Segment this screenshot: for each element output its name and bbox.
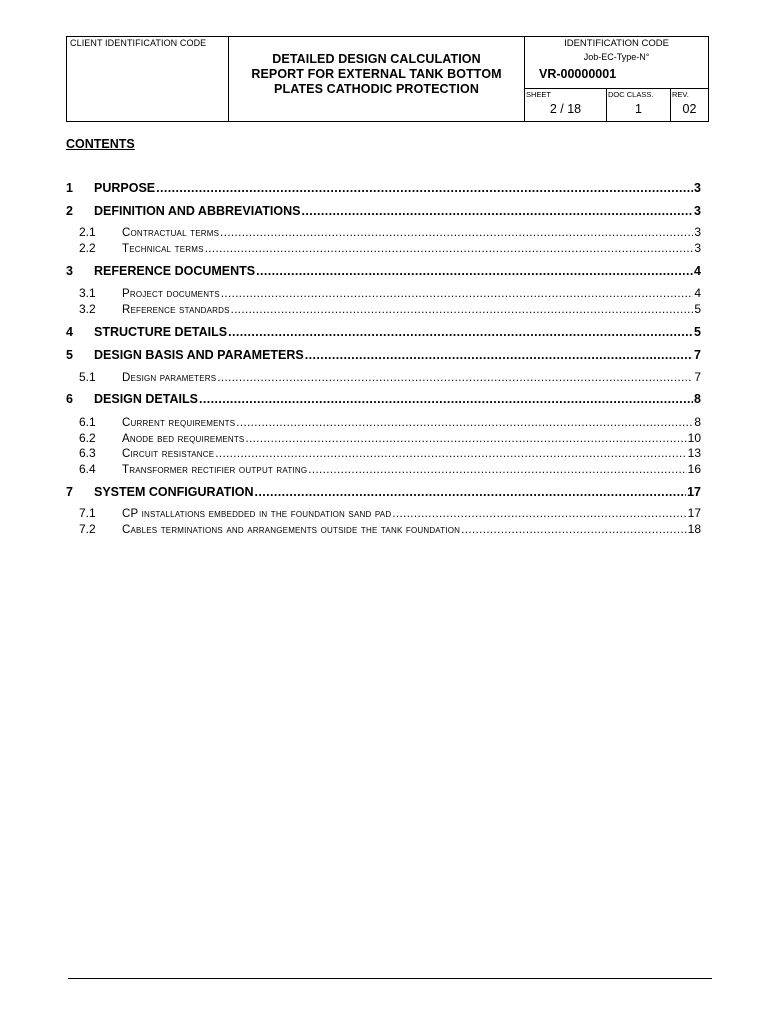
toc-dot-leader [231,302,694,318]
toc-entry-page: 4 [694,286,701,300]
toc-entry[interactable] [0,203,768,219]
identification-cell [525,37,708,121]
toc-entry[interactable] [0,505,768,521]
toc-entry-title: Project documents [122,288,220,300]
toc-entry-page: 8 [694,415,701,429]
toc-entry-title: Transformer rectifier output rating [122,464,308,476]
toc-dot-leader [220,225,693,241]
toc-dot-leader [199,391,693,407]
toc-entry[interactable] [0,369,768,385]
toc-entry[interactable] [0,301,768,317]
toc-entry-title: Reference standards [122,304,230,316]
toc-entry-line [122,461,701,478]
toc-entry-title: Cables terminations and arrangements outside the tank foundation [122,524,461,536]
toc-entry-title: Technical terms [122,243,204,255]
toc-entry[interactable] [0,224,768,240]
doc-class-value: 1 [635,102,642,116]
identification-code-label: IDENTIFICATION CODE [564,38,669,49]
toc-entry-line [122,521,701,538]
toc-dot-leader [217,370,693,386]
toc-entry-page: 13 [687,446,701,460]
toc-entry-title: REFERENCE DOCUMENTS [94,264,256,278]
revision-label: REV. [672,90,689,99]
toc-entry-title: Contractual terms [122,227,220,239]
toc-entry-title: CP installations embedded in the foundation sand pad [122,508,392,520]
toc-entry-number: 3.2 [79,302,96,316]
toc-dot-leader [301,203,693,219]
toc-entry-page: 18 [687,522,701,536]
toc-entry-line [94,203,701,219]
toc-entry[interactable] [0,414,768,430]
toc-entry-page: 8 [694,392,701,406]
toc-entry-line [122,301,701,318]
toc-dot-leader [255,484,687,500]
toc-entry-page: 5 [694,302,701,316]
toc-dot-leader [392,506,686,522]
toc-dot-leader [228,324,693,340]
toc-entry[interactable] [0,263,768,279]
toc-entry-number: 7.1 [79,506,96,520]
toc-entry-number: 6.4 [79,462,96,476]
revision-value: 02 [682,102,697,116]
identification-code-format: Job-EC-Type-N° [583,52,650,62]
toc-entry-number: 2 [66,204,73,218]
contents-heading: CONTENTS [66,137,135,151]
toc-entry-number: 1 [66,181,73,195]
toc-entry-title: DEFINITION AND ABBREVIATIONS [94,204,301,218]
sheet-label: SHEET [526,90,552,99]
toc-entry-line [122,240,701,257]
toc-dot-leader [236,415,693,431]
toc-entry[interactable] [0,521,768,537]
toc-entry-line [94,347,701,363]
toc-entry[interactable] [0,180,768,196]
revision-cell [671,89,708,121]
document-title-line: PLATES CATHODIC PROTECTION [274,82,479,96]
toc-entry-line [122,285,701,302]
identification-code-value: VR-00000001 [539,67,617,81]
toc-entry-title: DESIGN DETAILS [94,392,198,406]
toc-entry-number: 7.2 [79,522,96,536]
toc-entry-page: 7 [694,370,701,384]
toc-entry[interactable] [0,430,768,446]
toc-entry-number: 3 [66,264,73,278]
toc-entry-title: STRUCTURE DETAILS [94,325,228,339]
toc-entry[interactable] [0,285,768,301]
toc-dot-leader [215,446,686,462]
toc-entry-page: 17 [687,506,701,520]
toc-entry-title: Design parameters [122,372,217,384]
document-header [66,36,709,122]
document-title-line: DETAILED DESIGN CALCULATION [272,52,481,66]
toc-dot-leader [256,263,693,279]
client-code-cell [67,37,229,121]
toc-entry-line [122,505,701,522]
toc-entry-number: 2.1 [79,225,96,239]
toc-entry-line [122,445,701,462]
toc-entry-number: 6.2 [79,431,96,445]
toc-entry-number: 5.1 [79,370,96,384]
toc-entry-line [94,324,701,340]
toc-entry[interactable] [0,445,768,461]
toc-dot-leader [461,522,686,538]
toc-entry-line [122,414,701,431]
toc-dot-leader [308,462,686,478]
toc-entry[interactable] [0,391,768,407]
toc-entry-page: 10 [687,431,701,445]
toc-entry-page: 3 [694,225,701,239]
toc-entry-title: Current requirements [122,417,236,429]
toc-entry-title: Anode bed requirements [122,433,245,445]
toc-entry-line [94,391,701,407]
toc-entry-number: 4 [66,325,73,339]
toc-entry-page: 3 [694,241,701,255]
toc-dot-leader [156,180,693,196]
toc-entry-page: 17 [687,485,701,499]
doc-class-label: DOC CLASS. [608,90,654,99]
footer-divider [68,978,712,979]
toc-entry-page: 3 [694,181,701,195]
toc-entry-page: 4 [694,264,701,278]
toc-entry-line [94,263,701,279]
sheet-cell [525,89,607,121]
toc-entry[interactable] [0,240,768,256]
toc-dot-leader [221,286,693,302]
doc-class-cell [607,89,671,121]
toc-entry-title: Circuit resistance [122,448,215,460]
document-title-line: REPORT FOR EXTERNAL TANK BOTTOM [251,67,502,81]
toc-entry-page: 3 [694,204,701,218]
toc-entry-page: 5 [694,325,701,339]
toc-entry-number: 2.2 [79,241,96,255]
document-title-cell [229,37,525,121]
toc-entry-title: DESIGN BASIS AND PARAMETERS [94,348,304,362]
toc-entry[interactable] [0,461,768,477]
toc-entry-title: PURPOSE [94,181,156,195]
toc-entry-number: 7 [66,485,73,499]
toc-entry-number: 6.1 [79,415,96,429]
sheet-value: 2 / 18 [549,102,582,116]
toc-entry-number: 6.3 [79,446,96,460]
toc-entry-page: 16 [687,462,701,476]
toc-entry-number: 3.1 [79,286,96,300]
toc-entry-number: 6 [66,392,73,406]
sheet-info-row [525,88,708,121]
toc-entry[interactable] [0,324,768,340]
toc-entry[interactable] [0,347,768,363]
document-title [229,52,524,97]
client-code-label: CLIENT IDENTIFICATION CODE [70,38,207,48]
toc-dot-leader [305,347,693,363]
toc-entry-line [122,224,701,241]
toc-entry-line [94,484,701,500]
toc-entry[interactable] [0,484,768,500]
toc-entry-line [122,369,701,386]
toc-dot-leader [205,241,694,257]
toc-entry-title: SYSTEM CONFIGURATION [94,485,254,499]
toc-entry-page: 7 [694,348,701,362]
toc-entry-line [94,180,701,196]
toc-entry-number: 5 [66,348,73,362]
